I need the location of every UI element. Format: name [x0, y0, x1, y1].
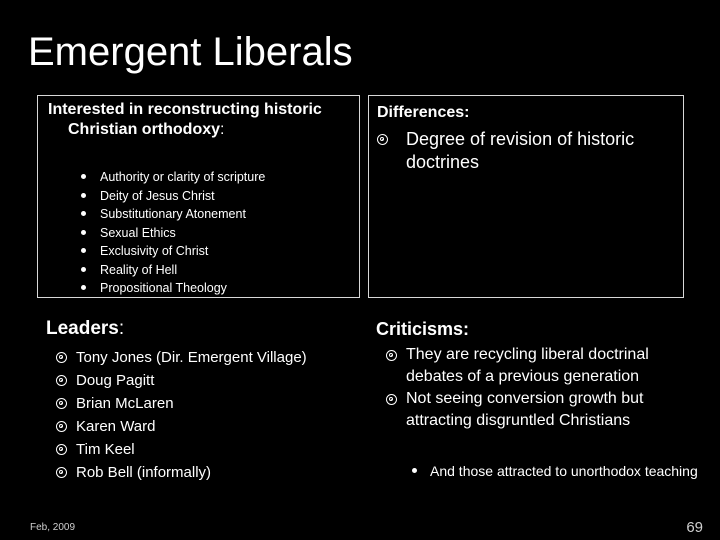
list-item: [52, 279, 265, 298]
dot-bullet-icon: [81, 285, 86, 290]
list-item-text: Brian McLaren: [76, 395, 174, 412]
leaders-list: [56, 346, 307, 484]
list-item: [56, 415, 307, 438]
dot-bullet-icon: [81, 248, 86, 253]
list-item: [386, 344, 691, 388]
list-item-text: Propositional Theology: [100, 281, 227, 295]
list-item-text: They are recycling liberal doctrinal debates of a previous generation: [406, 346, 649, 385]
leaders-heading: [46, 318, 124, 340]
target-bullet-icon: [56, 398, 67, 409]
list-item-text: Karen Ward: [76, 418, 156, 435]
criticisms-sub-item: [412, 461, 710, 481]
dot-bullet-icon: [412, 468, 417, 473]
list-item-text: Substitutionary Atonement: [100, 207, 246, 221]
footer-date: Feb, 2009: [30, 522, 76, 533]
page-number: 69: [686, 519, 703, 536]
list-item: [56, 346, 307, 369]
list-item-text: Authority or clarity of scripture: [100, 170, 266, 184]
target-bullet-icon: [56, 375, 67, 386]
orthodoxy-list: [52, 168, 265, 298]
list-item: [52, 187, 265, 206]
list-item: [56, 461, 307, 484]
leaders-heading-colon: :: [118, 318, 125, 339]
target-bullet-icon: [386, 350, 397, 361]
list-item-text: Reality of Hell: [100, 262, 178, 277]
orthodoxy-heading-colon: :: [220, 121, 225, 138]
list-item: [56, 438, 307, 461]
differences-item-text: Degree of revision of historic doctrines: [406, 129, 635, 172]
dot-bullet-icon: [81, 267, 86, 272]
differences-heading: Differences:: [377, 104, 470, 121]
dot-bullet-icon: [81, 174, 86, 179]
orthodoxy-box: [37, 95, 360, 298]
list-item-text: Deity of Jesus Christ: [100, 188, 215, 203]
criticisms-heading: Criticisms:: [376, 319, 470, 339]
list-item: [52, 168, 265, 187]
criticisms-list: [386, 344, 691, 432]
list-item: [52, 261, 265, 280]
target-bullet-icon: [56, 352, 67, 363]
list-item-text: Tony Jones (Dir. Emergent Village): [76, 349, 307, 366]
list-item: [386, 388, 691, 432]
slide-title: Emergent Liberals: [28, 30, 353, 74]
target-bullet-icon: [56, 444, 67, 455]
orthodoxy-heading: [48, 100, 368, 140]
list-item-text: Exclusivity of Christ: [100, 244, 209, 258]
dot-bullet-icon: [81, 211, 86, 216]
list-item: [52, 224, 265, 243]
list-item: [56, 392, 307, 415]
list-item: [52, 205, 265, 224]
list-item-text: Not seeing conversion growth but attracting disgruntled Christians: [406, 390, 644, 429]
dot-bullet-icon: [81, 193, 86, 198]
list-item: [52, 242, 265, 261]
target-bullet-icon: [56, 467, 67, 478]
leaders-heading-text: Leaders: [46, 318, 119, 339]
differences-box: [368, 95, 684, 298]
criticisms-sub-item-text: And those attracted to unorthodox teaching: [430, 463, 698, 479]
list-item: [56, 369, 307, 392]
target-bullet-icon: [56, 421, 67, 432]
list-item-text: Doug Pagitt: [76, 372, 155, 389]
differences-item: [377, 128, 677, 174]
orthodoxy-heading-text: Interested in reconstructing historic Christian orthodoxy: [48, 101, 322, 138]
list-item-text: Rob Bell (informally): [76, 464, 212, 481]
dot-bullet-icon: [81, 230, 86, 235]
target-bullet-icon: [386, 394, 397, 405]
target-bullet-icon: [377, 134, 388, 145]
list-item-text: Sexual Ethics: [100, 225, 176, 240]
list-item-text: Tim Keel: [76, 441, 135, 458]
